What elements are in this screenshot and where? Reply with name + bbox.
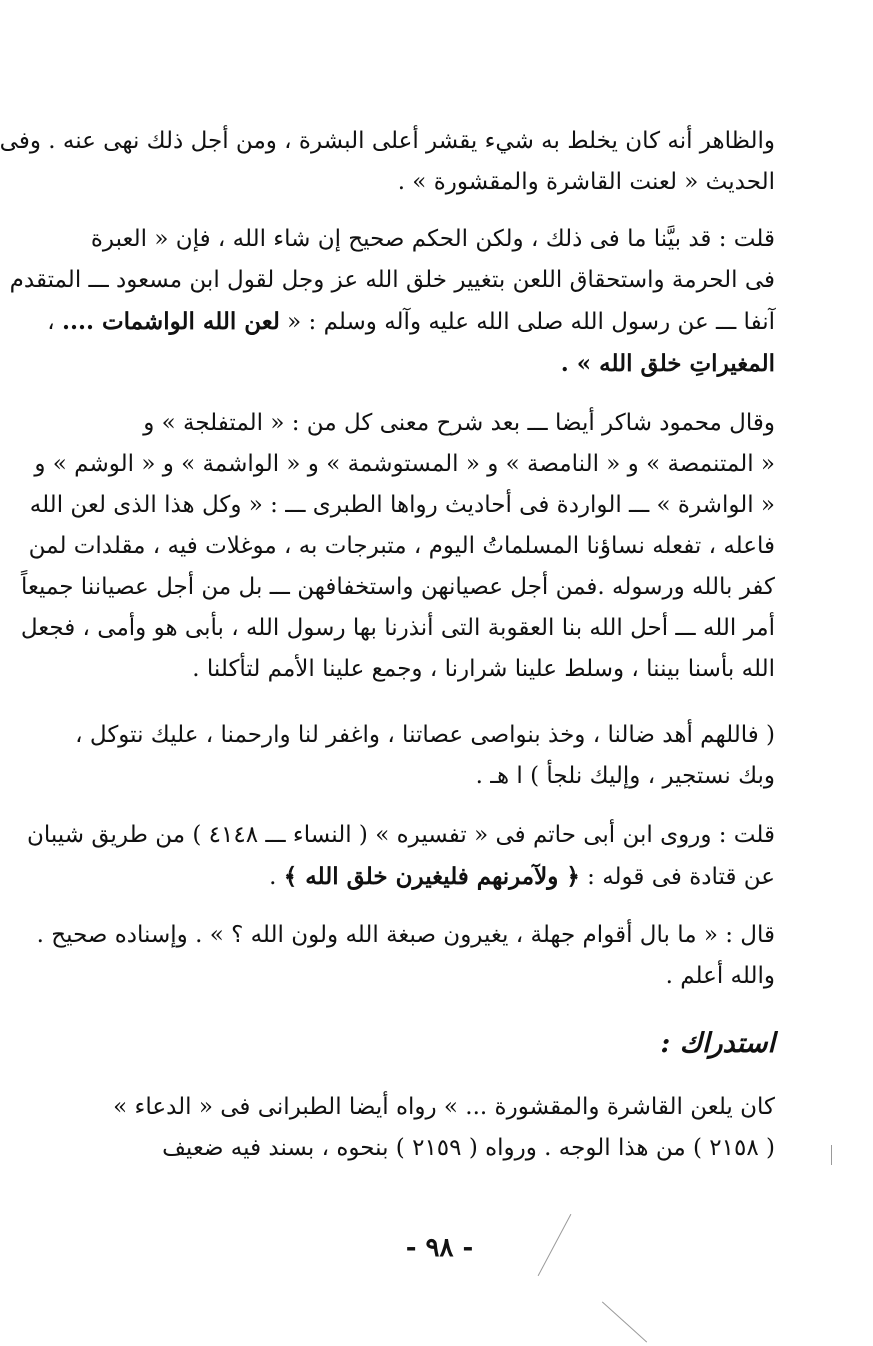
text-line: وبك نستجير ، وإليك نلجأ ) ا هـ . — [475, 763, 775, 789]
text-line-bold: المغيراتِ خلق الله » . — [560, 350, 775, 377]
text-line: كان يلعن القاشرة والمقشورة ... » رواه أيضا الطبرانى فى « الدعاء » — [113, 1094, 775, 1120]
text-line: قلت : وروى ابن أبى حاتم فى « تفسيره » ( النساء ـــ ٤١٤٨ ) من طريق شيبان — [26, 822, 775, 848]
paragraph-2 — [9, 219, 775, 384]
paragraph-6 — [36, 915, 775, 997]
text-line: قلت : قد بيَّنا ما فى ذلك ، ولكن الحكم صحيح إن شاء الله ، فإن « العبرة — [90, 226, 775, 252]
bold-quote: ﴿ ولآمرنهم فليغيرن خلق الله ﴾ — [283, 863, 580, 890]
text-line-with-bold-verse: عن قتادة فى قوله : ﴿ ولآمرنهم فليغيرن خلق الله ﴾ . — [269, 863, 775, 890]
text-line: والظاهر أنه كان يخلط به شيء يقشر أعلى البشرة ، ومن أجل ذلك نهى عنه . وفى — [0, 128, 775, 154]
paragraph-7 — [50, 1087, 775, 1169]
text-line: كفر بالله ورسوله .فمن أجل عصيانهن واستخفافهن ـــ بل من أجل عصياننا جميعاً — [20, 574, 775, 600]
scan-artifact-line — [831, 1145, 832, 1165]
bold-quote: لعن الله الواشمات .... — [61, 308, 280, 335]
scan-artifact-line — [602, 1302, 647, 1343]
text-line: فى الحرمة واستحقاق اللعن بتغيير خلق الله عز وجل لقول ابن مسعود ـــ المتقدم — [9, 267, 775, 293]
text-line: الحديث « لعنت القاشرة والمقشورة » . — [397, 169, 775, 195]
text-line: ( فاللهم أهد ضالنا ، وخذ بنواصى عصاتنا ، واغفر لنا وارحمنا ، عليك نتوكل ، — [75, 722, 775, 748]
text-line: « الواشرة » ـــ الواردة فى أحاديث رواها الطبرى ـــ : « وكل هذا الذى لعن الله — [29, 492, 775, 518]
paragraph-4 — [50, 715, 775, 797]
paragraph-3 — [20, 403, 775, 690]
text-line: أمر الله ـــ أحل الله بنا العقوبة التى أنذرنا بها رسول الله ، بأبى هو وأمى ، فجعل — [20, 615, 775, 641]
text-line-with-bold-quote: آنفا ـــ عن رسول الله صلى الله عليه وآله وسلم : « لعن الله الواشمات .... ، — [47, 308, 775, 335]
paragraph-5 — [26, 815, 775, 898]
page-number: - ٩٨ - — [405, 1233, 474, 1263]
paragraph-1 — [0, 121, 775, 203]
text-line: فاعله ، تفعله نساؤنا المسلماتُ اليوم ، متبرجات به ، موغلات فيه ، مقلدات لمن — [28, 533, 775, 559]
text-line: الله بأسنا بيننا ، وسلط علينا شرارنا ، وجمع علينا الأمم لتأكلنا . — [192, 656, 775, 682]
text-line: ( ٢١٥٨ ) من هذا الوجه . ورواه ( ٢١٥٩ ) بنحوه ، بسند فيه ضعيف — [162, 1135, 775, 1161]
text-line: « المتنمصة » و « النامصة » و « المستوشمة » و « الواشمة » و « الوشم » و — [34, 451, 775, 477]
text-line: وقال محمود شاكر أيضا ـــ بعد شرح معنى كل من : « المتفلجة » و — [143, 410, 775, 436]
text-line: والله أعلم . — [665, 963, 775, 989]
text-line: قال : « ما بال أقوام جهلة ، يغيرون صبغة الله ولون الله ؟ » . وإسناده صحيح . — [36, 922, 775, 948]
section-heading: استدراك : — [660, 1028, 775, 1059]
